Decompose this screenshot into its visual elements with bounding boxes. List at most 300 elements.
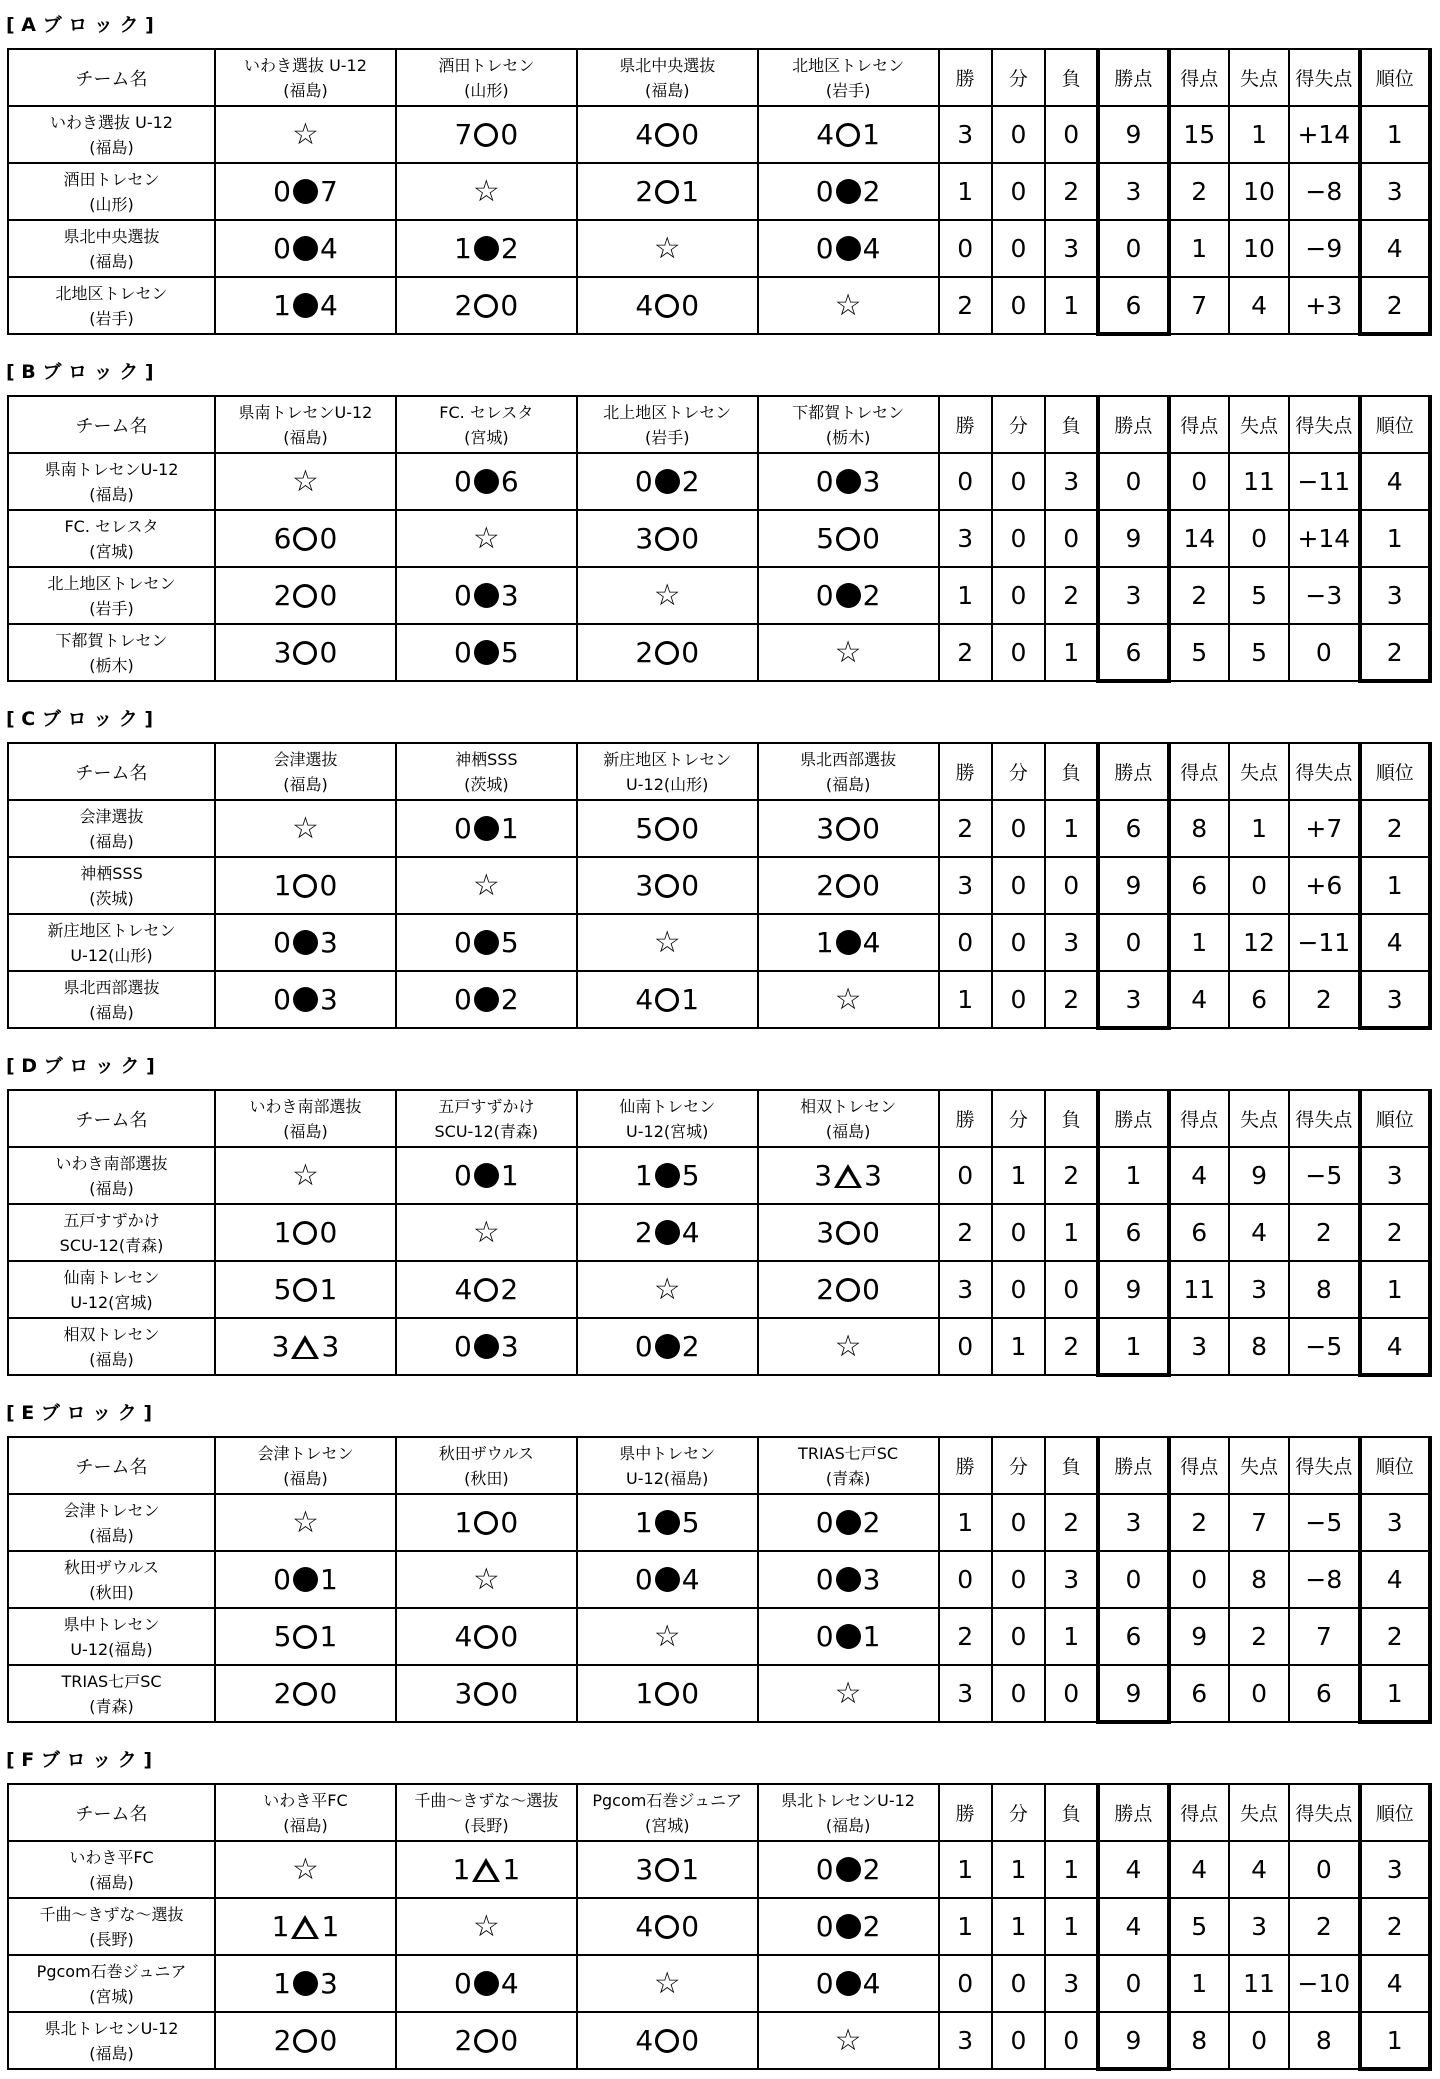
stat-cell: −10	[1289, 1955, 1359, 2012]
score-against: 0	[319, 522, 338, 555]
stat-cell: 4	[1360, 1318, 1430, 1375]
self-match-star-icon: ☆	[577, 220, 758, 277]
stat-cell: +14	[1289, 106, 1359, 163]
team-name-line: 秋田ザウルス	[63, 1557, 160, 1577]
opponent-header	[215, 49, 396, 106]
win-circle-icon	[293, 1625, 317, 1649]
match-score	[454, 1159, 519, 1192]
stat-cell: 0	[939, 220, 992, 277]
stat-cell: 0	[1045, 2012, 1098, 2069]
match-score	[274, 1273, 338, 1306]
self-match-star-icon: ☆	[577, 1608, 758, 1665]
opponent-header	[396, 1437, 577, 1494]
match-score	[453, 1853, 521, 1886]
team-row	[8, 1204, 1430, 1261]
score-against: 0	[862, 812, 880, 845]
stat-cell: 0	[1289, 1841, 1359, 1898]
score-for: 0	[273, 1563, 291, 1596]
stat-header: 勝点	[1098, 743, 1168, 800]
match-score	[455, 1620, 519, 1653]
match-result-cell	[396, 1608, 577, 1665]
team-name-line: TRIAS七戸SC	[798, 1443, 899, 1463]
stat-header: 勝	[939, 1090, 992, 1147]
team-name-line: U-12(福島)	[70, 1639, 153, 1659]
win-circle-icon	[655, 123, 679, 147]
team-name-cell	[8, 1147, 215, 1204]
team-row	[8, 971, 1430, 1028]
score-against: 3	[319, 983, 338, 1016]
stat-header: 勝	[939, 743, 992, 800]
team-name-line: 相双トレセン	[800, 1096, 897, 1116]
team-name-line: いわき選抜 U-12	[50, 112, 173, 132]
stat-cell: 0	[939, 453, 992, 510]
stat-cell: 2	[939, 277, 992, 334]
score-against: 0	[862, 1273, 880, 1306]
stat-cell: 3	[1098, 1494, 1168, 1551]
stat-cell: 9	[1098, 510, 1168, 567]
stat-cell: 0	[939, 1318, 992, 1375]
stat-header: 勝点	[1098, 1090, 1168, 1147]
team-name-line: (福島)	[89, 1525, 134, 1545]
stat-cell: 0	[992, 277, 1045, 334]
opponent-header	[396, 1784, 577, 1841]
stat-cell: 3	[1360, 163, 1430, 220]
team-name-line: 会津選抜	[79, 806, 144, 826]
match-score	[274, 2024, 338, 2057]
draw-triangle-icon	[472, 1858, 500, 1882]
win-circle-icon	[836, 874, 860, 898]
self-match-star-icon: ☆	[758, 1665, 939, 1722]
stat-header: 失点	[1229, 396, 1289, 453]
team-name-line: (秋田)	[464, 1468, 509, 1488]
stat-cell: 6	[1169, 1204, 1229, 1261]
team-name-line: (福島)	[89, 484, 134, 504]
score-for: 0	[454, 983, 472, 1016]
team-row	[8, 567, 1430, 624]
score-for: 1	[454, 232, 472, 265]
win-circle-icon	[836, 1221, 860, 1245]
stat-cell: 8	[1229, 1318, 1289, 1375]
match-result-cell	[758, 800, 939, 857]
team-name-line: (秋田)	[89, 1582, 134, 1602]
score-for: 2	[273, 1677, 292, 1710]
stat-cell: 0	[992, 1204, 1045, 1261]
loss-dot-icon	[655, 1567, 680, 1592]
match-result-cell	[577, 857, 758, 914]
loss-dot-icon	[836, 179, 861, 204]
match-result-cell	[215, 857, 396, 914]
match-result-cell	[758, 106, 939, 163]
stat-cell: 9	[1098, 106, 1168, 163]
team-name-cell	[8, 106, 215, 163]
score-for: 0	[815, 232, 834, 265]
opponent-header	[758, 396, 939, 453]
loss-dot-icon	[474, 236, 499, 261]
opponent-header	[215, 1784, 396, 1841]
team-name-line: (岩手)	[89, 308, 134, 328]
opponent-header	[215, 1437, 396, 1494]
team-name-cell	[8, 1204, 215, 1261]
stat-cell: 1	[1169, 1955, 1229, 2012]
match-result-cell	[758, 453, 939, 510]
stat-header: 分	[992, 743, 1045, 800]
team-name-line: TRIAS七戸SC	[61, 1671, 162, 1691]
score-for: 0	[815, 1563, 834, 1596]
team-name-line: (福島)	[89, 1178, 134, 1198]
stat-header: 分	[992, 1784, 1045, 1841]
loss-dot-icon	[293, 179, 318, 204]
stat-cell: 2	[939, 1204, 992, 1261]
stat-cell: 0	[939, 1551, 992, 1608]
self-match-star-icon: ☆	[215, 1147, 396, 1204]
score-for: 4	[816, 118, 835, 151]
match-score	[814, 1159, 882, 1192]
score-against: 0	[500, 1506, 519, 1539]
opponent-header	[396, 1090, 577, 1147]
team-row	[8, 857, 1430, 914]
team-name-line: (栃木)	[89, 655, 134, 675]
team-name-line: Pgcom石巻ジュニア	[592, 1790, 743, 1810]
match-score	[816, 1506, 881, 1539]
team-name-line: U-12(宮城)	[626, 1121, 709, 1141]
match-result-cell	[577, 1318, 758, 1375]
score-against: 4	[500, 1967, 519, 2000]
draw-triangle-icon	[291, 1915, 319, 1939]
match-result-cell	[758, 1898, 939, 1955]
team-row	[8, 1665, 1430, 1722]
score-against: 3	[500, 579, 519, 612]
match-score	[455, 2024, 519, 2057]
score-against: 2	[862, 1506, 881, 1539]
stat-cell: 1	[1045, 800, 1098, 857]
team-name-header: チーム名	[8, 49, 215, 106]
score-for: 0	[815, 1967, 834, 2000]
standings-table	[7, 395, 1432, 683]
score-against: 2	[681, 465, 700, 498]
score-against: 0	[862, 1216, 880, 1249]
stat-header: 勝	[939, 49, 992, 106]
win-circle-icon	[655, 988, 679, 1012]
team-name-line: (宮城)	[644, 1815, 690, 1835]
stat-cell: 3	[1360, 971, 1430, 1028]
score-against: 2	[862, 1853, 881, 1886]
stat-cell: 1	[1360, 857, 1430, 914]
match-score	[635, 465, 700, 498]
match-result-cell	[396, 1147, 577, 1204]
stat-header: 分	[992, 1437, 1045, 1494]
stat-cell: 0	[939, 914, 992, 971]
stat-cell: 1	[992, 1898, 1045, 1955]
team-row	[8, 1841, 1430, 1898]
match-score	[816, 465, 881, 498]
stat-cell: 9	[1229, 1147, 1289, 1204]
team-name-line: いわき南部選抜	[55, 1153, 168, 1173]
match-result-cell	[396, 1494, 577, 1551]
score-for: 1	[273, 289, 291, 322]
loss-dot-icon	[474, 987, 499, 1012]
score-against: 0	[319, 579, 338, 612]
score-against: 0	[681, 1910, 700, 1943]
team-name-line: (福島)	[283, 1815, 328, 1835]
win-circle-icon	[474, 1625, 498, 1649]
stat-cell: 3	[1169, 1318, 1229, 1375]
stat-cell: 9	[1098, 857, 1168, 914]
match-result-cell	[396, 277, 577, 334]
stat-cell: 3	[939, 1665, 992, 1722]
match-score	[635, 812, 699, 845]
team-name-cell	[8, 1551, 215, 1608]
loss-dot-icon	[836, 236, 861, 261]
stat-cell: 7	[1229, 1494, 1289, 1551]
win-circle-icon	[293, 2029, 317, 2053]
team-name-cell	[8, 277, 215, 334]
stat-cell: 0	[992, 1608, 1045, 1665]
score-against: 3	[864, 1159, 882, 1192]
loss-dot-icon	[655, 1163, 680, 1188]
score-against: 3	[319, 1967, 338, 2000]
stat-cell: 5	[1229, 567, 1289, 624]
match-score	[816, 1620, 881, 1653]
opponent-header	[577, 1437, 758, 1494]
match-result-cell	[758, 510, 939, 567]
stat-cell: 6	[1169, 857, 1229, 914]
match-result-cell	[758, 1841, 939, 1898]
match-result-cell	[577, 1494, 758, 1551]
stat-cell: 1	[1229, 800, 1289, 857]
team-name-line: (福島)	[825, 774, 871, 794]
self-match-star-icon: ☆	[758, 277, 939, 334]
match-result-cell	[396, 971, 577, 1028]
score-for: 3	[635, 1853, 654, 1886]
opponent-header	[215, 1090, 396, 1147]
stat-header: 順位	[1360, 1090, 1430, 1147]
score-for: 2	[635, 175, 654, 208]
team-name-cell	[8, 1665, 215, 1722]
team-row	[8, 220, 1430, 277]
match-score	[816, 232, 881, 265]
stat-cell: 4	[1169, 1147, 1229, 1204]
stat-header: 負	[1045, 1437, 1098, 1494]
stat-cell: 2	[1360, 624, 1430, 681]
stat-cell: −11	[1289, 453, 1359, 510]
team-name-line: 会津トレセン	[257, 1443, 354, 1463]
stat-cell: 2	[1360, 800, 1430, 857]
stat-header: 得失点	[1289, 743, 1359, 800]
stat-cell: 6	[1098, 800, 1168, 857]
team-row	[8, 1551, 1430, 1608]
loss-dot-icon	[474, 469, 499, 494]
match-result-cell	[577, 800, 758, 857]
match-result-cell	[577, 1551, 758, 1608]
score-for: 4	[635, 118, 654, 151]
stat-cell: 1	[939, 1494, 992, 1551]
match-result-cell	[215, 624, 396, 681]
score-for: 5	[635, 812, 654, 845]
stat-cell: 1	[1169, 914, 1229, 971]
stat-cell: 1	[939, 1841, 992, 1898]
stat-header: 勝	[939, 1437, 992, 1494]
team-name-line: 北上地区トレセン	[603, 402, 732, 422]
match-result-cell	[215, 914, 396, 971]
match-result-cell	[215, 1204, 396, 1261]
match-score	[454, 232, 519, 265]
match-result-cell	[396, 453, 577, 510]
team-name-line: 北上地区トレセン	[47, 573, 176, 593]
team-name-line: 仙南トレセン	[63, 1267, 160, 1287]
stat-header: 分	[992, 396, 1045, 453]
team-name-cell	[8, 1494, 215, 1551]
score-for: 0	[454, 1967, 472, 2000]
team-row	[8, 510, 1430, 567]
stat-cell: 3	[939, 106, 992, 163]
score-against: 2	[862, 579, 881, 612]
team-name-cell	[8, 914, 215, 971]
score-for: 0	[815, 175, 834, 208]
match-score	[272, 1330, 340, 1363]
score-against: 0	[862, 522, 880, 555]
match-result-cell	[215, 1551, 396, 1608]
score-against: 4	[862, 926, 881, 959]
win-circle-icon	[655, 641, 679, 665]
stat-cell: 2	[1045, 1147, 1098, 1204]
team-name-cell	[8, 510, 215, 567]
match-result-cell	[215, 2012, 396, 2069]
score-against: 5	[681, 1506, 700, 1539]
stat-cell: 1	[1045, 1898, 1098, 1955]
match-result-cell	[215, 1318, 396, 1375]
team-name-line: 県南トレセンU-12	[238, 402, 373, 422]
stat-cell: 4	[1360, 1955, 1430, 2012]
match-score	[274, 636, 338, 669]
match-score	[455, 1273, 519, 1306]
team-row	[8, 453, 1430, 510]
stat-header: 負	[1045, 49, 1098, 106]
stat-cell: 2	[1045, 1494, 1098, 1551]
team-name-line: 新庄地区トレセン	[603, 749, 732, 769]
team-name-cell	[8, 220, 215, 277]
team-name-line: 相双トレセン	[63, 1324, 160, 1344]
team-name-header: チーム名	[8, 396, 215, 453]
score-against: 0	[681, 812, 700, 845]
team-name-cell	[8, 1841, 215, 1898]
match-score	[454, 636, 519, 669]
stat-header: 負	[1045, 396, 1098, 453]
stat-header: 順位	[1360, 743, 1430, 800]
stat-cell: 0	[1289, 624, 1359, 681]
stat-cell: 4	[1229, 277, 1289, 334]
match-result-cell	[758, 567, 939, 624]
block-title: [ F ブ ロ ッ ク ]	[6, 1749, 153, 1771]
loss-dot-icon	[293, 987, 318, 1012]
stat-cell: 2	[1289, 971, 1359, 1028]
score-for: 0	[454, 926, 472, 959]
team-name-line: 千曲～きずな～選抜	[39, 1904, 184, 1924]
match-score	[635, 522, 699, 555]
stat-cell: 0	[992, 220, 1045, 277]
stat-cell: 9	[1098, 1665, 1168, 1722]
match-score	[635, 118, 699, 151]
score-for: 1	[273, 1216, 292, 1249]
match-score	[816, 926, 881, 959]
header-row	[8, 1090, 1430, 1147]
stat-cell: 0	[992, 2012, 1045, 2069]
loss-dot-icon	[293, 1971, 318, 1996]
team-name-line: いわき平FC	[263, 1790, 348, 1810]
stat-cell: 5	[1169, 1898, 1229, 1955]
stat-cell: 8	[1289, 1261, 1359, 1318]
opponent-header	[758, 743, 939, 800]
score-against: 0	[500, 118, 519, 151]
win-circle-icon	[293, 641, 317, 665]
loss-dot-icon	[474, 1163, 499, 1188]
opponent-header	[758, 1437, 939, 1494]
score-for: 3	[814, 1159, 833, 1192]
header-row	[8, 1784, 1430, 1841]
match-result-cell	[577, 453, 758, 510]
team-name-header: チーム名	[8, 1784, 215, 1841]
stat-header: 得点	[1169, 49, 1229, 106]
stat-cell: 0	[992, 1665, 1045, 1722]
loss-dot-icon	[836, 930, 861, 955]
match-result-cell	[396, 567, 577, 624]
win-circle-icon	[474, 123, 498, 147]
match-score	[273, 175, 338, 208]
stat-cell: 0	[939, 1147, 992, 1204]
match-result-cell	[396, 1841, 577, 1898]
score-against: 0	[681, 289, 700, 322]
stat-cell: 4	[1360, 220, 1430, 277]
score-against: 4	[319, 289, 338, 322]
match-score	[274, 1620, 338, 1653]
match-result-cell	[577, 1841, 758, 1898]
score-against: 1	[862, 1620, 881, 1653]
win-circle-icon	[655, 1682, 679, 1706]
team-row	[8, 1608, 1430, 1665]
team-name-line: (岩手)	[644, 427, 690, 447]
score-for: 1	[634, 1506, 653, 1539]
score-against: 2	[500, 1273, 519, 1306]
stat-cell: 1	[1360, 1665, 1430, 1722]
team-name-cell	[8, 1898, 215, 1955]
team-name-line: 県北トレセンU-12	[781, 1790, 915, 1810]
team-name-line: (岩手)	[825, 80, 871, 100]
stat-cell: 6	[1289, 1665, 1359, 1722]
score-against: 0	[681, 2024, 700, 2057]
stat-cell: 1	[1360, 2012, 1430, 2069]
score-against: 5	[500, 636, 519, 669]
team-name-line: 秋田ザウルス	[438, 1443, 534, 1463]
score-for: 0	[634, 1563, 653, 1596]
stat-header: 順位	[1360, 49, 1430, 106]
score-for: 0	[815, 1506, 834, 1539]
score-for: 4	[635, 983, 654, 1016]
score-against: 1	[502, 1853, 521, 1886]
match-result-cell	[577, 1898, 758, 1955]
score-against: 1	[319, 1620, 338, 1653]
score-for: 0	[273, 175, 291, 208]
team-row	[8, 1955, 1430, 2012]
win-circle-icon	[293, 584, 317, 608]
match-result-cell	[396, 2012, 577, 2069]
stat-cell: 3	[1229, 1898, 1289, 1955]
score-against: 0	[681, 869, 700, 902]
stat-cell: 9	[1169, 1608, 1229, 1665]
team-name-cell	[8, 1955, 215, 2012]
win-circle-icon	[655, 1915, 679, 1939]
team-name-line: (茨城)	[89, 888, 134, 908]
match-result-cell	[396, 800, 577, 857]
match-result-cell	[577, 971, 758, 1028]
